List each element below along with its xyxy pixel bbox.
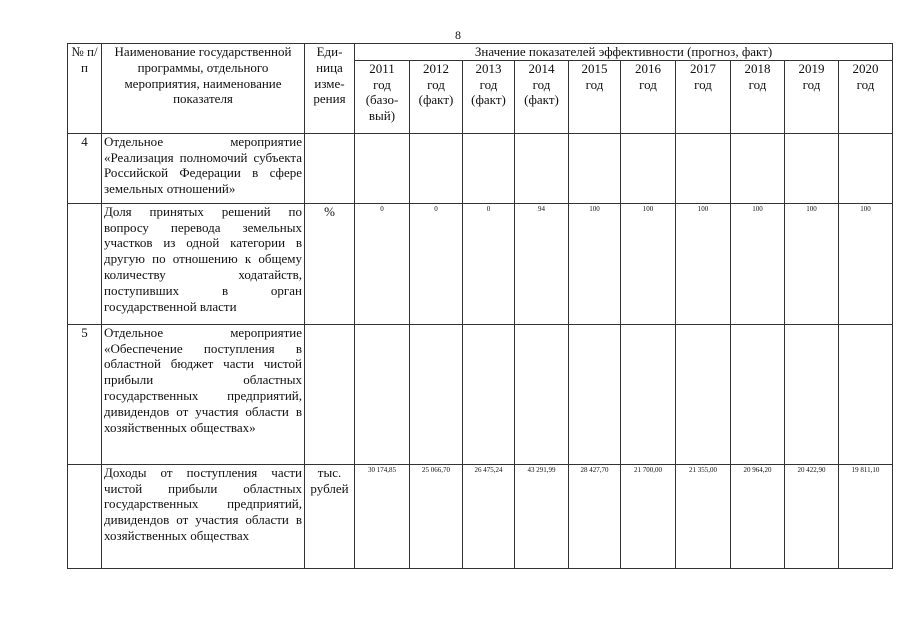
value-cell [839, 324, 893, 464]
value-cell [785, 324, 839, 464]
indicators-table [67, 43, 893, 569]
value-cell [676, 133, 731, 203]
value-cell [569, 324, 621, 464]
value-cell: 100 [785, 203, 839, 324]
row-name: Доходы от поступления части чистой прибыли областных государственных предприятий, дивидендов от участия области в хозяйственных обществах [102, 464, 305, 568]
value-cell [785, 133, 839, 203]
value-cell [515, 133, 569, 203]
value-cell: 21 355,00 [676, 464, 731, 568]
value-cell [410, 133, 463, 203]
page-number: 8 [455, 28, 461, 42]
row-unit: тыс. рублей [305, 464, 355, 568]
header-year-cell: 2014 год (факт) [515, 60, 569, 133]
value-cell [515, 324, 569, 464]
header-values-group: Значение показателей эффективности (прогноз, факт) [355, 44, 893, 61]
header-unit: Еди-ница изме-рения [305, 44, 355, 134]
row-unit [305, 133, 355, 203]
value-cell [731, 133, 785, 203]
table-row [68, 324, 893, 464]
value-cell: 20 964,20 [731, 464, 785, 568]
row-number [68, 203, 102, 324]
value-cell: 20 422,90 [785, 464, 839, 568]
row-unit: % [305, 203, 355, 324]
value-cell: 25 066,70 [410, 464, 463, 568]
row-name: Отдельное мероприятие «Обеспечение поступления в областной бюджет части чистой прибыли областных государственных предприятий, дивидендов от участия области в хозяйственных обществах» [102, 324, 305, 464]
value-cell [410, 324, 463, 464]
value-cell: 19 811,10 [839, 464, 893, 568]
value-cell [355, 324, 410, 464]
value-cell: 0 [463, 203, 515, 324]
value-cell: 26 475,24 [463, 464, 515, 568]
value-cell [839, 133, 893, 203]
header-year-cell: 2016 год [621, 60, 676, 133]
value-cell [463, 133, 515, 203]
row-unit [305, 324, 355, 464]
value-cell: 100 [621, 203, 676, 324]
value-cell: 94 [515, 203, 569, 324]
value-cell: 100 [839, 203, 893, 324]
header-name: Наименование государственной программы, отдельного мероприятия, наименование показателя [102, 44, 305, 134]
header-row [68, 44, 893, 61]
value-cell: 43 291,99 [515, 464, 569, 568]
value-cell: 30 174,85 [355, 464, 410, 568]
header-year-cell: 2015 год [569, 60, 621, 133]
table-row [68, 133, 893, 203]
header-year-cell: 2013 год (факт) [463, 60, 515, 133]
value-cell: 21 700,00 [621, 464, 676, 568]
value-cell: 0 [410, 203, 463, 324]
header-year-cell: 2012 год (факт) [410, 60, 463, 133]
value-cell: 100 [676, 203, 731, 324]
header-year-cell: 2018 год [731, 60, 785, 133]
value-cell [676, 324, 731, 464]
row-number: 4 [68, 133, 102, 203]
value-cell [731, 324, 785, 464]
value-cell [355, 133, 410, 203]
header-year-cell: 2017 год [676, 60, 731, 133]
value-cell: 100 [731, 203, 785, 324]
header-number: № п/п [68, 44, 102, 134]
value-cell [621, 324, 676, 464]
table-row [68, 203, 893, 324]
value-cell [569, 133, 621, 203]
row-number [68, 464, 102, 568]
header-year-cell: 2020 год [839, 60, 893, 133]
row-name: Доля принятых решений по вопросу перевода земельных участков из одной категории в другую по отношению к общему количеству ходатайств, поступивших в орган государственной власти [102, 203, 305, 324]
value-cell [621, 133, 676, 203]
header-year-cell: 2019 год [785, 60, 839, 133]
table-row [68, 464, 893, 568]
value-cell [463, 324, 515, 464]
row-name: Отдельное мероприятие «Реализация полномочий субъекта Российской Федерации в сфере земельных отношений» [102, 133, 305, 203]
value-cell: 0 [355, 203, 410, 324]
value-cell: 28 427,70 [569, 464, 621, 568]
header-year-cell: 2011 год (базо-вый) [355, 60, 410, 133]
value-cell: 100 [569, 203, 621, 324]
row-number: 5 [68, 324, 102, 464]
